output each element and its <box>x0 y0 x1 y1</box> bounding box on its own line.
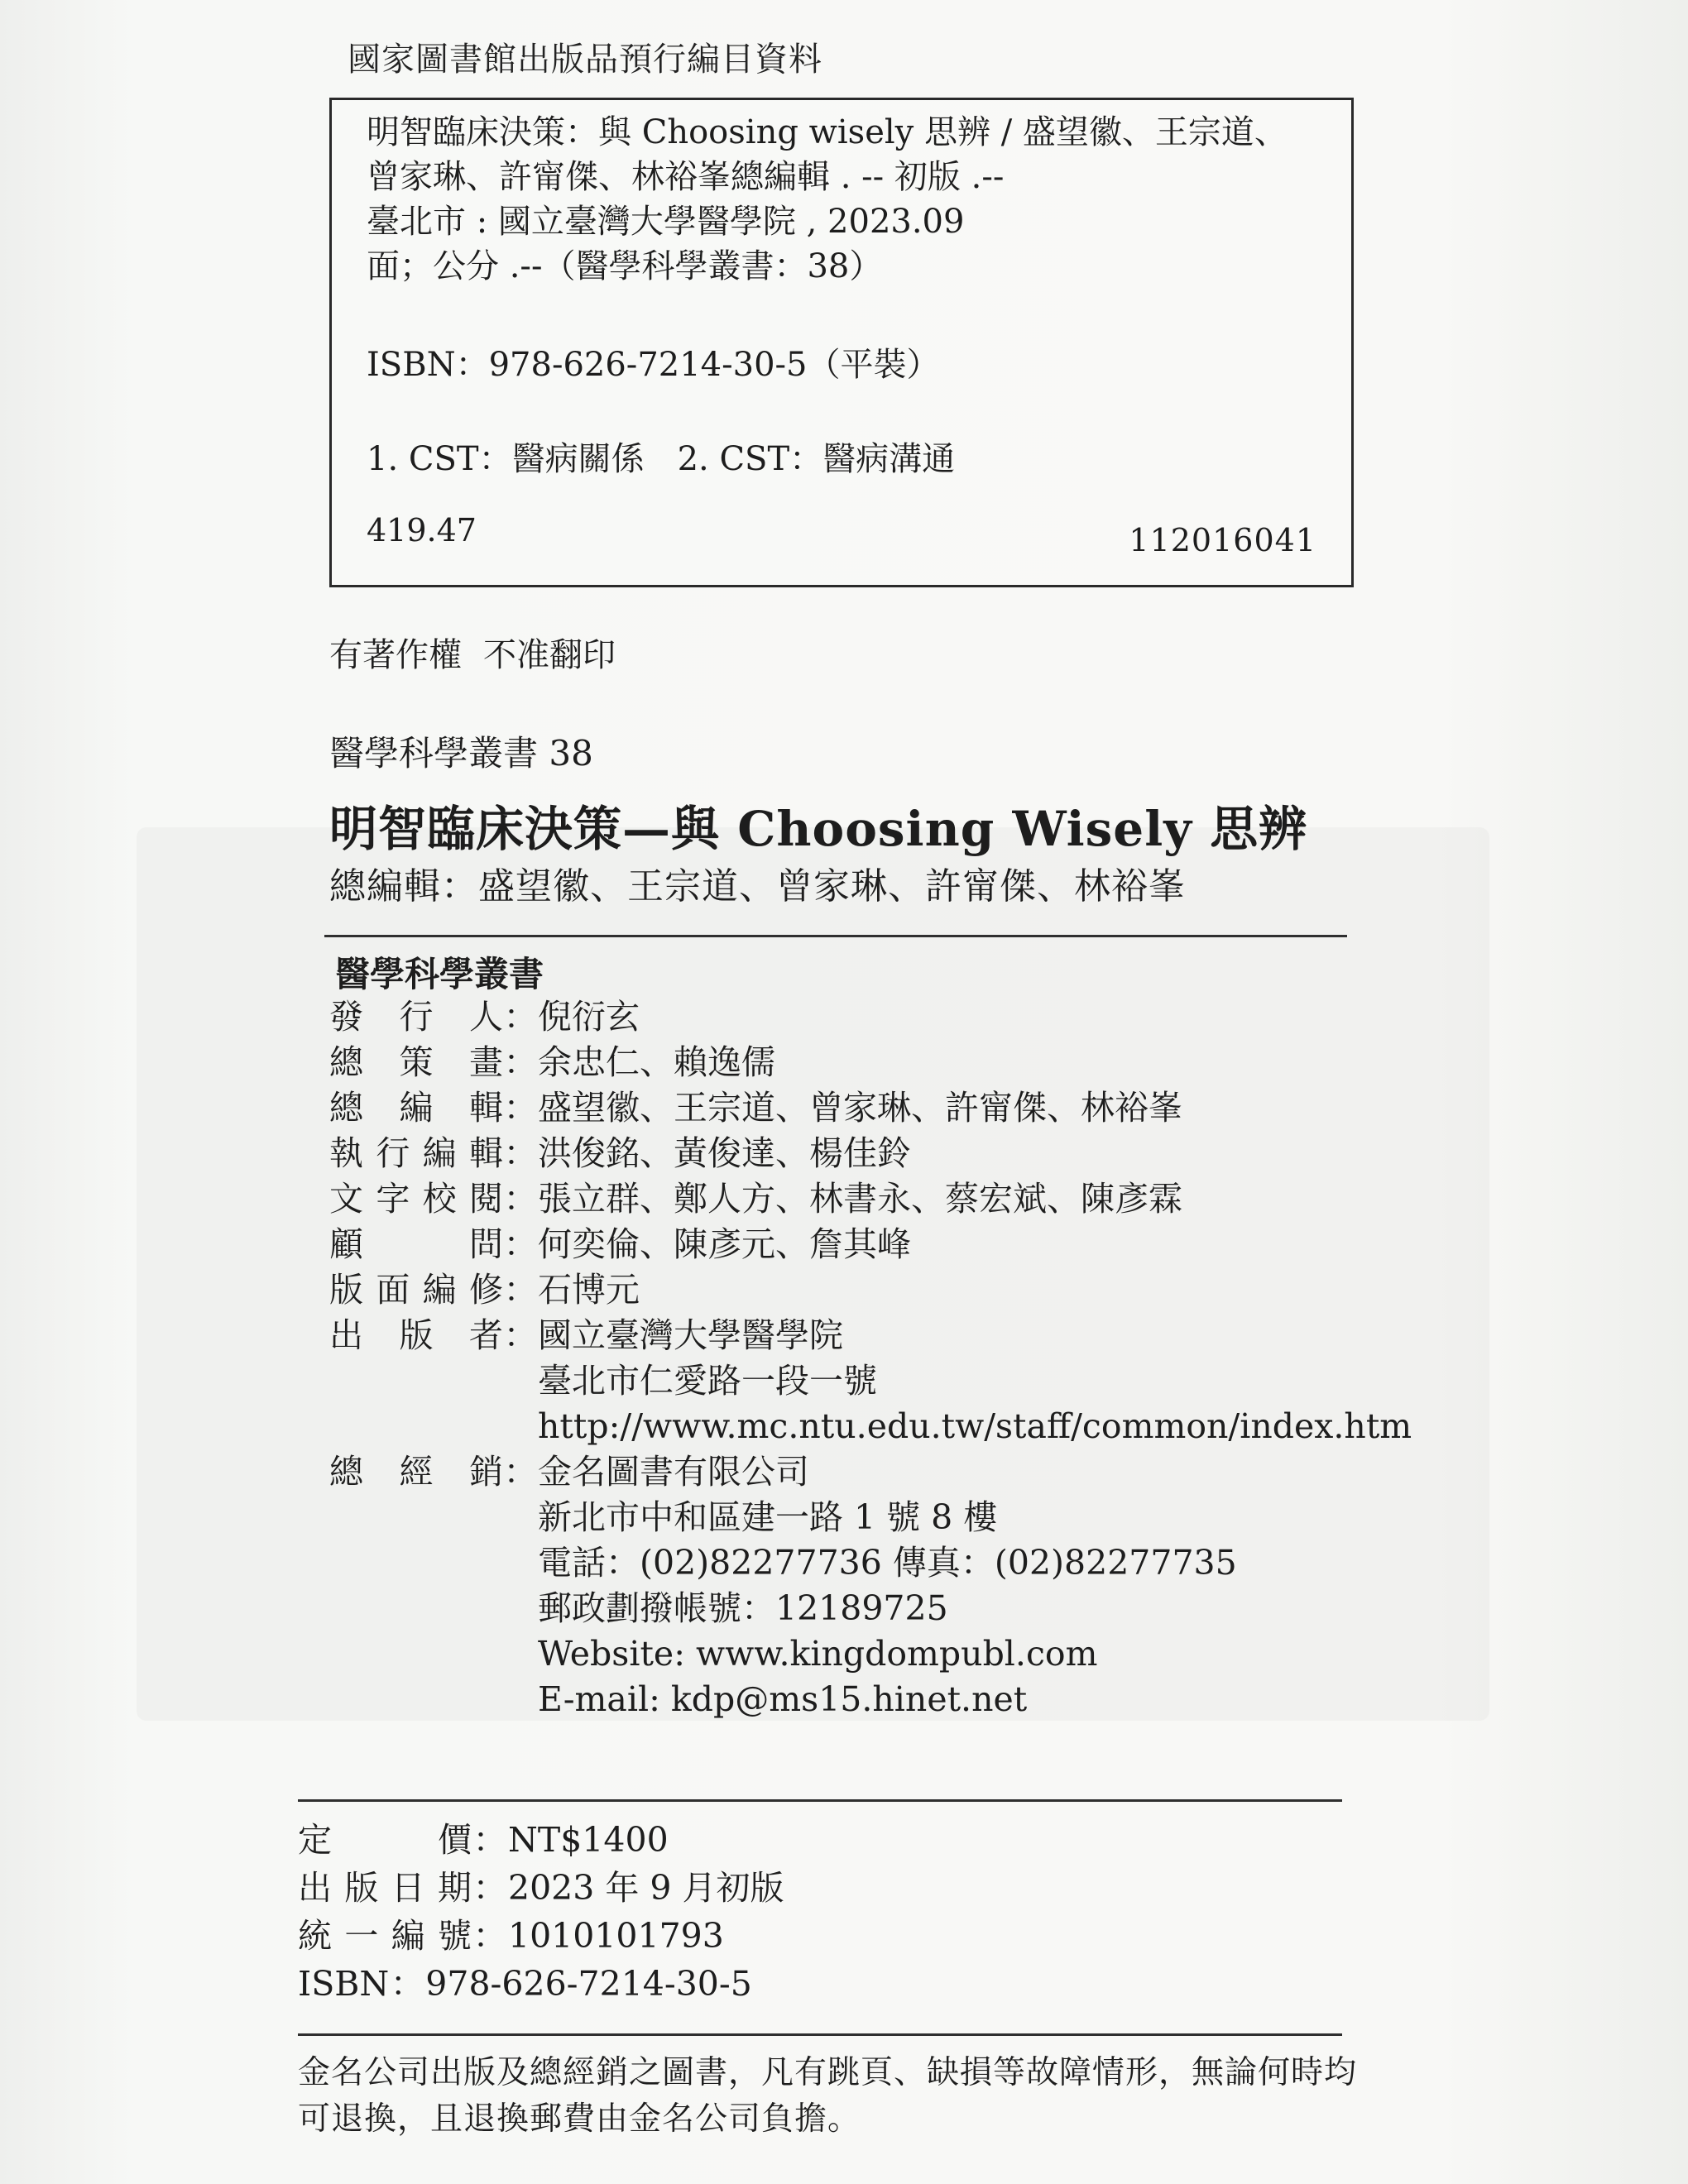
credit-label: 發行人 <box>329 997 503 1037</box>
divider-bottom <box>298 2033 1342 2036</box>
publisher-url: http://www.mc.ntu.edu.tw/staff/common/index.htm <box>538 1406 1412 1446</box>
credit-label: 顧問 <box>329 1224 503 1264</box>
credit-colon: ： <box>503 997 538 1037</box>
cip-record-box <box>329 98 1354 587</box>
credit-label: 總編輯 <box>329 1088 503 1128</box>
credit-value: 何奕倫、陳彥元、詹其峰 <box>538 1224 911 1264</box>
credit-row <box>329 1085 1412 1131</box>
credit-colon: ： <box>503 1088 538 1128</box>
credit-row <box>329 1449 1412 1495</box>
distributor-phone: 電話：(02)82277736 傳真：(02)82277735 <box>538 1543 1237 1583</box>
credit-value: 洪俊銘、黃俊達、楊佳鈴 <box>538 1133 911 1173</box>
credit-colon: ： <box>503 1315 538 1355</box>
pub-row <box>298 1816 784 1864</box>
cip-subjects: 1. CST：醫病關係 2. CST：醫病溝通 <box>367 440 956 478</box>
copyright-part-2: 不准翻印 <box>483 636 616 674</box>
cip-isbn: ISBN：978-626-7214-30-5（平裝） <box>367 346 940 384</box>
publication-info <box>298 1816 784 2008</box>
pub-value: 1010101793 <box>508 1916 724 1956</box>
credit-label: 總經銷 <box>329 1452 503 1492</box>
pub-value: 2023 年 9 月初版 <box>508 1868 784 1908</box>
pub-label: 出版日期 <box>298 1868 472 1908</box>
credit-value: 石博元 <box>538 1270 640 1310</box>
credit-value: 國立臺灣大學醫學院 <box>538 1315 843 1355</box>
distributor-website: Website: www.kingdompubl.com <box>538 1634 1098 1674</box>
credit-colon: ： <box>503 1452 538 1492</box>
credit-label: 版面編修 <box>329 1270 503 1310</box>
cip-control-number: 112016041 <box>1129 522 1316 558</box>
pub-row <box>298 1864 784 1912</box>
credit-row <box>329 1131 1412 1176</box>
credit-colon: ： <box>503 1224 538 1264</box>
pub-colon: ： <box>472 1916 507 1956</box>
credit-colon: ： <box>503 1042 538 1082</box>
series-number-line: 醫學科學叢書 38 <box>329 733 593 774</box>
divider-top <box>324 935 1347 937</box>
credit-label: 執行編輯 <box>329 1133 503 1173</box>
pub-value: 978-626-7214-30-5 <box>425 1964 752 2004</box>
credit-value: 金名圖書有限公司 <box>538 1452 809 1492</box>
credit-value: 盛望徽、王宗道、曾家琳、許甯傑、林裕峯 <box>538 1088 1182 1128</box>
credit-row <box>329 1222 1412 1267</box>
credit-value: 倪衍玄 <box>538 997 640 1037</box>
pub-label: 定價 <box>298 1820 472 1860</box>
pub-colon: ： <box>390 1964 424 2004</box>
publisher-address: 臺北市仁愛路一段一號 <box>538 1361 877 1401</box>
credit-colon: ： <box>503 1133 538 1173</box>
credit-label: 文字校閱 <box>329 1179 503 1219</box>
cip-entry: 明智臨床決策：與 Choosing wisely 思辨 / 盛望徽、王宗道、 曾家琳、許甯傑、林裕峯總編輯 . -- 初版 .-- 臺北市 : 國立臺灣大學醫學院 , 2023.09 面；公分 .--（醫學科學叢書：38） <box>367 113 1288 285</box>
pub-label: 統一編號 <box>298 1916 472 1956</box>
credit-colon: ： <box>503 1179 538 1219</box>
distributor-address: 新北市中和區建一路 1 號 8 樓 <box>538 1497 998 1537</box>
divider-middle <box>298 1799 1342 1802</box>
credit-row <box>329 1313 1412 1358</box>
pub-label: ISBN <box>298 1964 390 2004</box>
distributor-postal-account: 郵政劃撥帳號：12189725 <box>538 1588 948 1628</box>
series-heading: 醫學科學叢書 <box>335 954 544 994</box>
credit-row <box>329 1040 1412 1085</box>
return-policy-notice: 金名公司出版及總經銷之圖書，凡有跳頁、缺損等故障情形，無論何時均 可退換，且退換郵費由金名公司負擔。 <box>298 2054 1358 2138</box>
cip-heading: 國家圖書館出版品預行編目資料 <box>348 41 822 79</box>
pub-row <box>298 1912 784 1960</box>
pub-colon: ： <box>472 1820 507 1860</box>
pub-value: NT$1400 <box>508 1820 669 1860</box>
credit-value: 張立群、鄭人方、林書永、蔡宏斌、陳彥霖 <box>538 1179 1182 1219</box>
credit-row <box>329 994 1412 1040</box>
copyright-part-1: 有著作權 <box>329 636 462 674</box>
credit-value: 余忠仁、賴逸儒 <box>538 1042 775 1082</box>
credit-label: 出版者 <box>329 1315 503 1355</box>
editors-line: 總編輯：盛望徽、王宗道、曾家琳、許甯傑、林裕峯 <box>329 865 1186 908</box>
credits-list <box>329 994 1412 1722</box>
pub-row <box>298 1960 784 2008</box>
credit-row <box>329 1267 1412 1313</box>
cip-classification: 419.47 <box>367 512 477 548</box>
credit-row <box>329 1176 1412 1222</box>
book-title: 明智臨床決策—與 Choosing Wisely 思辨 <box>329 801 1308 857</box>
pub-colon: ： <box>472 1868 507 1908</box>
credit-label: 總策畫 <box>329 1042 503 1082</box>
copyright-notice <box>329 629 616 676</box>
distributor-email: E-mail: kdp@ms15.hinet.net <box>538 1679 1028 1719</box>
credit-colon: ： <box>503 1270 538 1310</box>
